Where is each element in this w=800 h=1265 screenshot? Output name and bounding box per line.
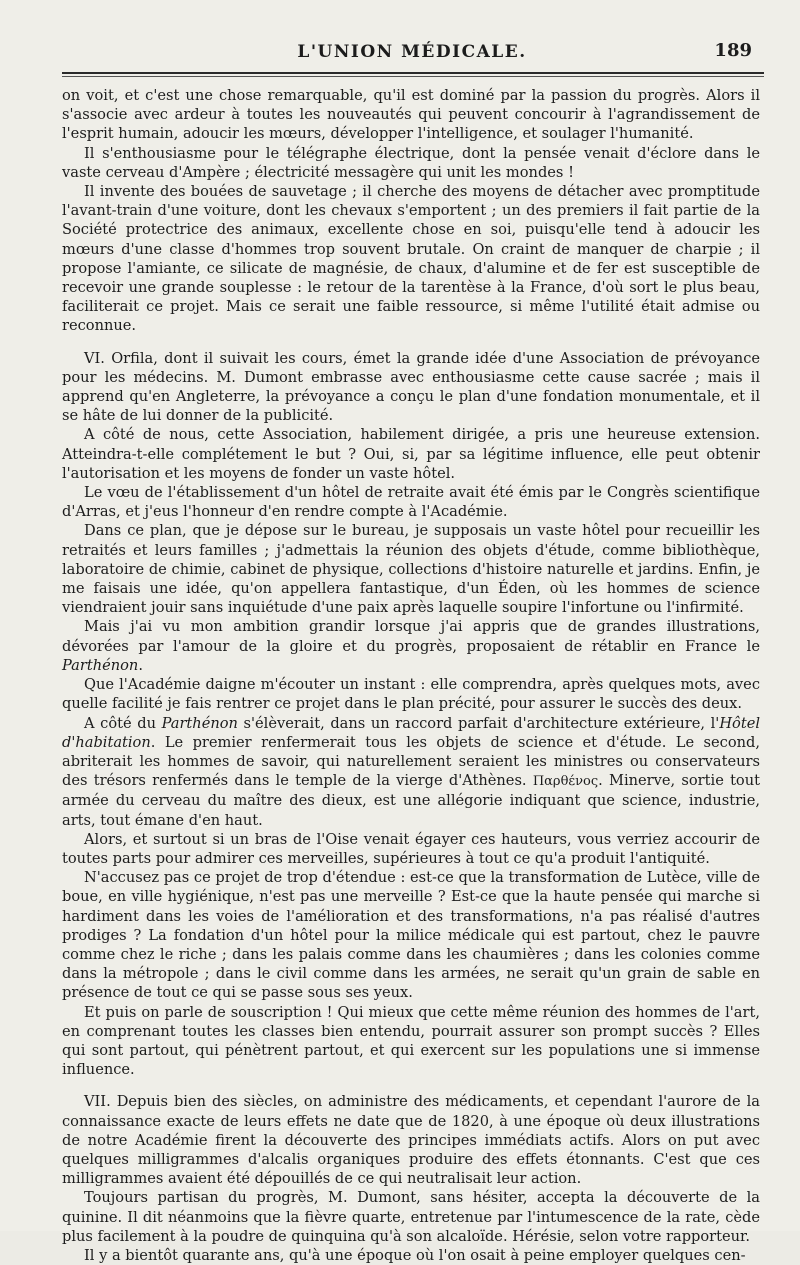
page-number: 189 [714,40,752,61]
paragraph-13: Et puis on parle de souscription ! Qui mieux que cette même réunion des hommes de l'art, en comprenant toutes les classes bien entendu, pourrait assurer son prompt succès ? Elles qui sont partout, qui pénètrent partout, et qui exercent sur les populations une si immense influence. [62,1003,760,1079]
paragraph-6: Le vœu de l'établissement d'un hôtel de retraite avait été émis par le Congrès scientifique d'Arras, et j'eus l'honneur d'en rendre compte à l'Académie. [62,484,760,521]
greek-word: Παρθένος [532,774,599,790]
paragraph-12: N'accusez pas ce projet de trop d'étendue : est-ce que la transformation de Lutèce, ville de boue, en ville hygiénique, n'est pas une merveille ? Est-ce que la haute pensée qui marche si hardiment dans les voies de l'amélioration et des transformations, n'a pas réalisé d'autres prodiges ? La fondation d'un hôtel pour la milice médicale qui est partout, chez le pauvre comme chez le riche ; dans les palais comme dans les chaumières ; dans les colonies comme dans la métropole ; dans le civil comme dans les armées, ne serait qu'un grain de sable en présence de tout ce qui se passe sous ses yeux. [62,869,760,1002]
paragraph-2: Il s'enthousiasme pour le télégraphe électrique, dont la pensée venait d'éclore dans le vaste cerveau d'Ampère ; électricité messagère qui unit les mondes ! [62,144,760,181]
paragraph-1: on voit, et c'est une chose remarquable, qu'il est dominé par la passion du progrès. Alors il s'associe avec ardeur à toutes les nouveautés qui peuvent concourir à l'agrandissement de l'esprit humain, adoucir les mœurs, développer l'intelligence, et soulager l'humanité. [62,87,760,143]
paragraph-3: Il invente des bouées de sauvetage ; il cherche des moyens de détacher avec promptitude l'avant-train d'une voiture, dont les chevaux s'emportent ; un des premiers il fait partie de la Société protectrice des animaux, excellente chose en soi, puisqu'elle tend à adoucir les mœurs d'une classe d'hommes trop souvent brutale. On craint de manquer de charpie ; il propose l'amiante, ce silicate de magnésie, de chaux, d'alumine et de fer est susceptible de recevoir une grande souplesse : le retour de la tarentèse à la France, d'où sort le plus beau, faciliterait ce projet. Mais ce serait une faible ressource, si même l'utilité était admise ou reconnue. [62,183,760,335]
paragraph-11: Alors, et surtout si un bras de l'Oise venait égayer ces hauteurs, vous verriez accourir de toutes parts pour admirer ces merveilles, supérieures à tout ce qu'a produit l'antiquité. [62,830,760,867]
italic-parthenon: Parthénon [62,656,139,674]
paragraph-10: A côté du Parthénon s'élèverait, dans un raccord parfait d'architecture extérieure, l'Hôtel d'habitation. Le premier renfermerait tous les objets de science et d'étude. Le second, abriterait les hommes de savoir, qui naturellement seraient les ministres ou conservateurs des trésors renfermés dans le temple de la vierge d'Athènes. Παρθένος. Minerve, sortie tout armée du cerveau du maître des dieux, est une allégorie indiquant que science, industrie, arts, tout émane d'en haut. [62,714,760,829]
paragraph-8: Mais j'ai vu mon ambition grandir lorsque j'ai appris que de grandes illustrations, dévorées par l'amour de la gloire et du progrès, proposaient de rétablir en France le Parthénon. [62,618,760,674]
paragraph-9: Que l'Académie daigne m'écouter un instant : elle comprendra, après quelques mots, avec quelle facilité je fais rentrer ce projet dans le plan précité, pour assurer le succès des deux. [62,676,760,713]
paragraph-15: Toujours partisan du progrès, M. Dumont, sans hésiter, accepta la découverte de la quinine. Il dit néanmoins que la fièvre quarte, entretenue par l'intumescence de la rate, cède plus facilement à la poudre de quinquina qu'à son alcaloïde. Hérésie, selon votre rapporteur. [62,1189,760,1245]
italic-parthenon-2: Parthénon [161,714,238,732]
paragraph-5: A côté de nous, cette Association, habilement dirigée, a pris une heureuse extension. Atteindra-t-elle complétement le but ? Oui, si, par sa légitime influence, elle peut obtenir l'autorisation et les moyens de fonder un vaste hôtel. [62,426,760,482]
paragraph-16: Il y a bientôt quarante ans, qu'à une époque où l'on osait à peine employer quelques cen- [84,1246,746,1264]
running-title: L'UNION MÉDICALE. [297,42,527,62]
header-rule [62,72,764,74]
page-header [58,38,766,70]
italic-hotel-habitation: Hôtel d'habitation [62,714,760,751]
paragraph-7: Dans ce plan, que je dépose sur le bureau, je supposais un vaste hôtel pour recueillir les retraités et leurs familles ; j'admettais la réunion des objets d'étude, comme bibliothèque, laboratoire de chimie, cabinet de physique, collections d'histoire naturelle et jardins. Enfin, je me faisais une idée, qu'on appellera fantastique, d'un Éden, où les hommes de science viendraient jouir sans inquiétude d'une paix après laquelle soupire l'infortune ou l'infirmité. [62,522,760,617]
article-body [62,86,760,1265]
header-rule-thin [62,76,764,77]
section-vi-paragraph: VI. Orfila, dont il suivait les cours, émet la grande idée d'une Association de prévoyance pour les médecins. M. Dumont embrasse avec enthousiasme cette cause sacrée ; mais il apprend qu'en Angleterre, la prévoyance a conçu le plan d'une fondation monumentale, et il se hâte de lui donner de la publicité. [62,349,760,425]
section-vii-paragraph: VII. Depuis bien des siècles, on administre des médicaments, et cependant l'aurore de la connaissance exacte de leurs effets ne date que de 1820, à une époque où deux illustrations de notre Académie firent la découverte des principes immédiats actifs. Alors on put avec quelques milligrammes d'alcalis organiques produire des effets étonnants. C'est que ces milligrammes avaient été dépouillés de ce qui neutralisait leur action. [62,1093,760,1188]
